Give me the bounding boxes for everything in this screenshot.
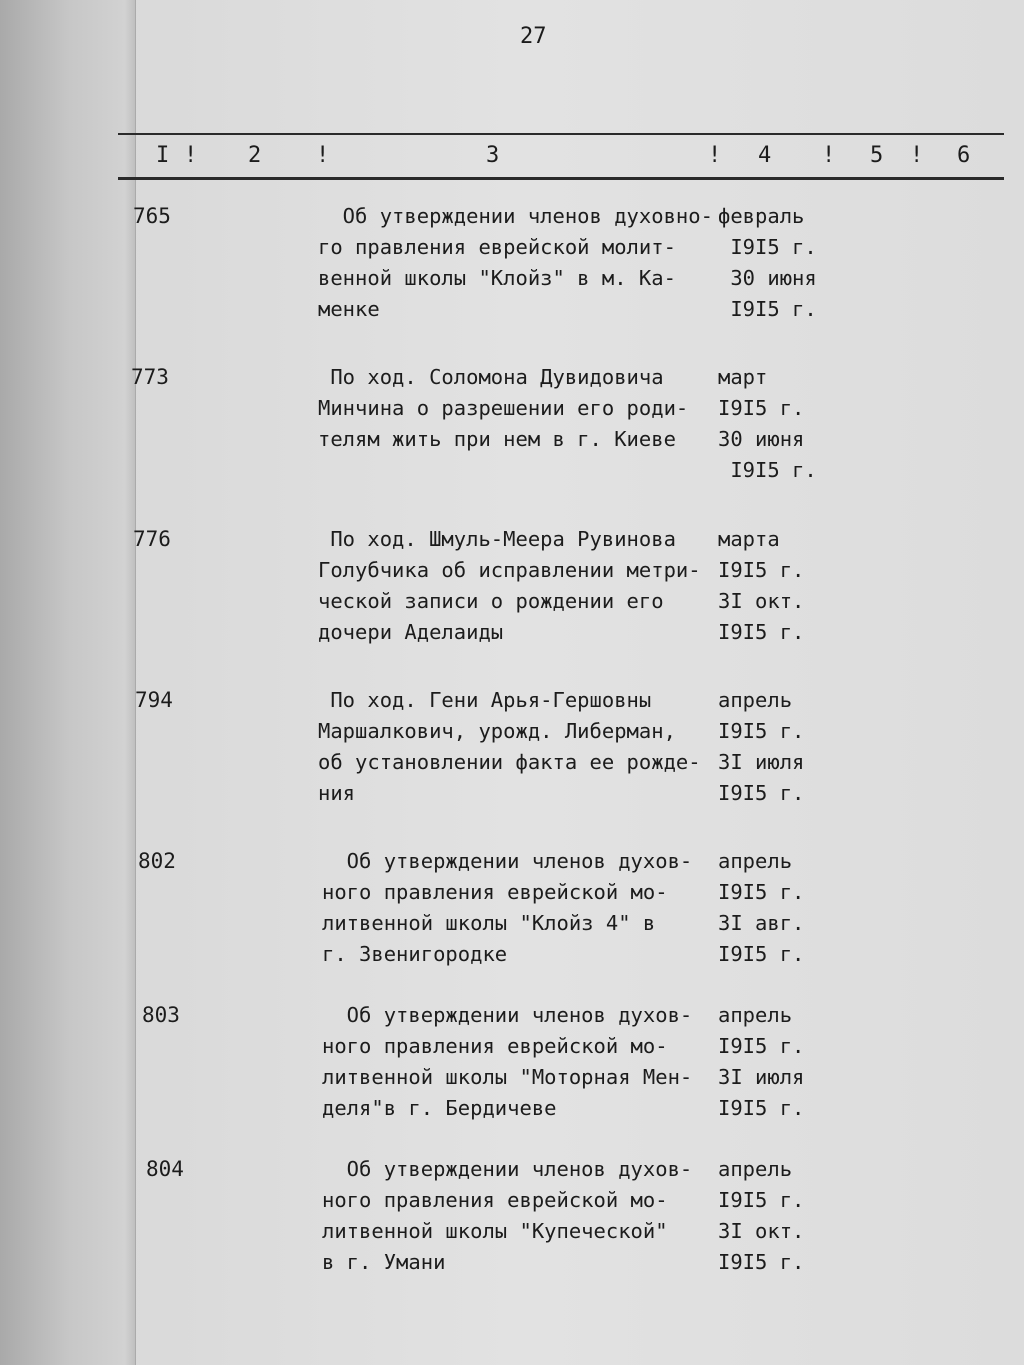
description-line: Маршалкович, урожд. Либерман,	[318, 719, 676, 743]
date-line: I9I5 г.	[718, 1096, 805, 1120]
date-line: I9I5 г.	[718, 880, 805, 904]
header-separator: !	[708, 143, 722, 168]
date-line: апрель	[718, 1157, 793, 1181]
table-row	[0, 362, 1024, 512]
date-line: 3I окт.	[718, 589, 805, 613]
description-line: Об утверждении членов духовно-	[318, 204, 713, 228]
description-line: телям жить при нем в г. Киеве	[318, 427, 676, 451]
header-col-3: 3	[486, 143, 500, 168]
entry-dates	[718, 1000, 828, 1124]
date-line: 3I июля	[718, 1065, 805, 1089]
header-separator: !	[910, 143, 924, 168]
description-line: г. Звенигородке	[322, 942, 508, 966]
header-separator: !	[184, 143, 198, 168]
entry-dates	[718, 685, 828, 809]
entry-number: 794	[135, 688, 173, 712]
entry-dates	[718, 201, 828, 325]
date-line: I9I5 г.	[718, 458, 817, 482]
header-separator: !	[822, 143, 836, 168]
date-line: I9I5 г.	[718, 558, 805, 582]
date-line: 3I окт.	[718, 1219, 805, 1243]
description-line: литвенной школы "Клойз 4" в	[322, 911, 656, 935]
description-line: По ход. Шмуль-Меера Рувинова	[318, 527, 676, 551]
date-line: март	[718, 365, 768, 389]
header-col-4: 4	[758, 143, 772, 168]
description-line: Об утверждении членов духов-	[322, 1157, 693, 1181]
date-line: 30 июня	[718, 427, 805, 451]
entry-dates	[718, 846, 828, 970]
table-row	[0, 201, 1024, 351]
entry-number: 765	[133, 204, 171, 228]
date-line: I9I5 г.	[718, 1250, 805, 1274]
date-line: I9I5 г.	[718, 396, 805, 420]
description-line: венной школы "Клойз" в м. Ка-	[318, 266, 676, 290]
description-line: ного правления еврейской мо-	[322, 880, 668, 904]
description-line: Голубчика об исправлении метри-	[318, 558, 701, 582]
date-line: 3I авг.	[718, 911, 805, 935]
entry-number: 804	[146, 1157, 184, 1181]
date-line: I9I5 г.	[718, 620, 805, 644]
date-line: февраль	[718, 204, 805, 228]
entry-description	[322, 846, 722, 970]
entry-number: 773	[131, 365, 169, 389]
entry-dates	[718, 524, 828, 648]
entry-description	[318, 524, 718, 648]
header-col-5: 5	[870, 143, 884, 168]
description-line: ного правления еврейской мо-	[322, 1188, 668, 1212]
description-line: го правления еврейской молит-	[318, 235, 676, 259]
header-col-2: 2	[248, 143, 262, 168]
entry-description	[318, 362, 718, 455]
entry-number: 776	[133, 527, 171, 551]
description-line: Минчина о разрешении его роди-	[318, 396, 689, 420]
entry-dates	[718, 362, 828, 486]
description-line: ния	[318, 781, 356, 805]
header-separator: !	[316, 143, 330, 168]
entry-description	[318, 685, 718, 809]
entry-dates	[718, 1154, 828, 1278]
description-line: ческой записи о рождении его	[318, 589, 664, 613]
description-line: менке	[318, 297, 380, 321]
table-row	[0, 1154, 1024, 1304]
entry-description	[318, 201, 718, 325]
table-row	[0, 846, 1024, 996]
date-line: I9I5 г.	[718, 1034, 805, 1058]
description-line: ного правления еврейской мо-	[322, 1034, 668, 1058]
date-line: I9I5 г.	[718, 719, 805, 743]
description-line: Об утверждении членов духов-	[322, 1003, 693, 1027]
description-line: дочери Аделаиды	[318, 620, 504, 644]
page-number: 27	[520, 24, 547, 49]
table-row	[0, 1000, 1024, 1150]
date-line: апрель	[718, 849, 793, 873]
date-line: I9I5 г.	[718, 1188, 805, 1212]
description-line: литвенной школы "Купеческой"	[322, 1219, 668, 1243]
date-line: I9I5 г.	[718, 781, 805, 805]
header-col-1: I	[156, 143, 170, 168]
table-row	[0, 685, 1024, 835]
date-line: 30 июня	[718, 266, 817, 290]
date-line: I9I5 г.	[718, 297, 817, 321]
table-row	[0, 524, 1024, 674]
description-line: деля"в г. Бердичеве	[322, 1096, 557, 1120]
entry-number: 803	[142, 1003, 180, 1027]
description-line: в г. Умани	[322, 1250, 446, 1274]
date-line: I9I5 г.	[718, 235, 817, 259]
date-line: марта	[718, 527, 780, 551]
description-line: об установлении факта ее рожде-	[318, 750, 701, 774]
header-col-6: 6	[957, 143, 971, 168]
description-line: По ход. Соломона Дувидовича	[318, 365, 664, 389]
date-line: апрель	[718, 1003, 793, 1027]
description-line: По ход. Гени Арья-Гершовны	[318, 688, 652, 712]
description-line: литвенной школы "Моторная Мен-	[322, 1065, 693, 1089]
date-line: I9I5 г.	[718, 942, 805, 966]
entry-description	[322, 1154, 722, 1278]
date-line: апрель	[718, 688, 793, 712]
date-line: 3I июля	[718, 750, 805, 774]
entry-description	[322, 1000, 722, 1124]
description-line: Об утверждении членов духов-	[322, 849, 693, 873]
entry-number: 802	[138, 849, 176, 873]
